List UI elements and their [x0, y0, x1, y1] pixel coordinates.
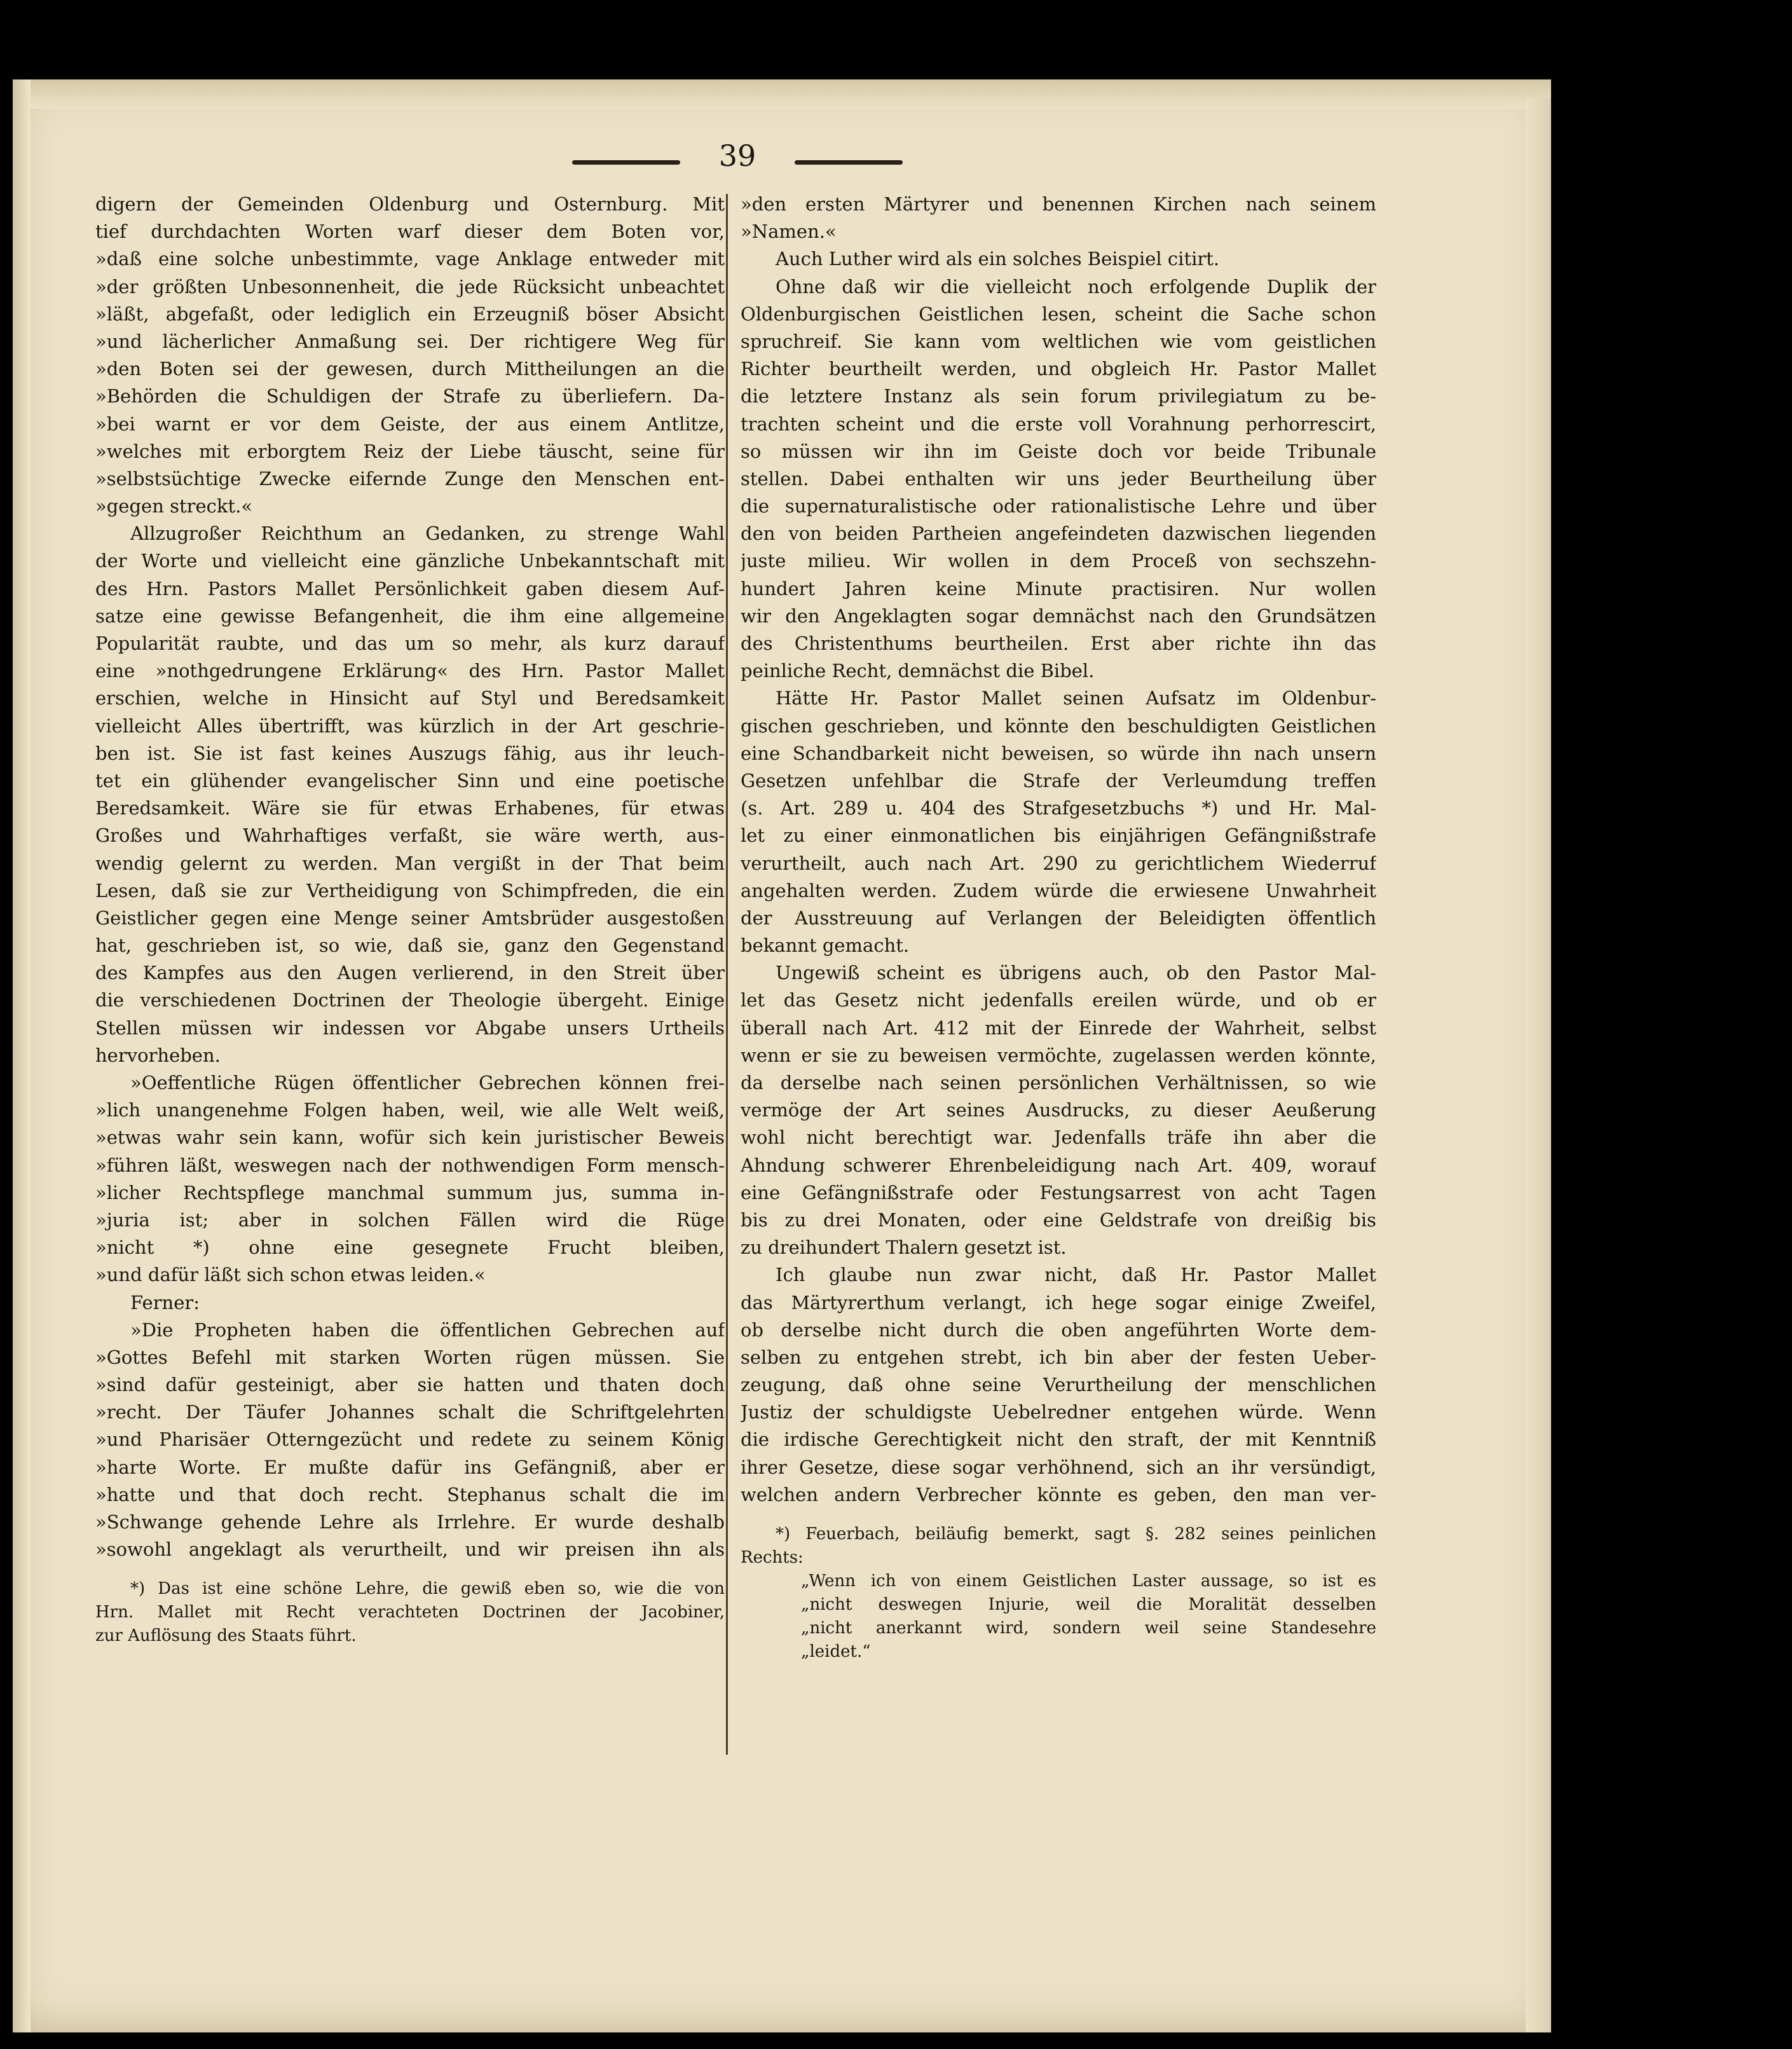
text-line: »Schwange gehende Lehre als Irrlehre. Er wurde deshalb	[95, 1511, 725, 1533]
text-line: »daß eine solche unbestimmte, vage Anklage entweder mit	[95, 248, 725, 270]
text-line: »juria ist; aber in solchen Fällen wird die Rüge	[95, 1209, 725, 1231]
footnote-line: „nicht deswegen Injurie, weil die Moralität desselben	[801, 1595, 1376, 1614]
text-line: Beredsamkeit. Wäre sie für etwas Erhabenes, für etwas	[95, 797, 725, 819]
text-line: eine Gefängnißstrafe oder Festungsarrest von acht Tagen	[741, 1181, 1376, 1203]
text-line: welchen andern Verbrecher könnte es geben, den man ver-	[741, 1483, 1376, 1505]
text-line: »gegen streckt.«	[95, 495, 253, 517]
text-line: »Gottes Befehl mit starken Worten rügen müssen. Sie	[95, 1346, 725, 1368]
text-line: angehalten werden. Zudem würde die erwiesene Unwahrheit	[741, 879, 1376, 901]
text-line: Richter beurtheilt werden, und obgleich Hr. Pastor Mallet	[741, 358, 1376, 380]
text-line: »etwas wahr sein kann, wofür sich kein juristischer Beweis	[95, 1127, 725, 1149]
text-line: Ungewiß scheint es übrigens auch, ob den Pastor Mal-	[776, 962, 1376, 984]
text-line: trachten scheint und die erste voll Vorahnung perhorrescirt,	[741, 413, 1376, 435]
text-line: peinliche Recht, demnächst die Bibel.	[741, 660, 1095, 682]
text-line: Stellen müssen wir indessen vor Abgabe unsers Urtheils	[95, 1017, 725, 1039]
text-line: »und dafür läßt sich schon etwas leiden.«	[95, 1264, 486, 1286]
text-line: »selbstsüchtige Zwecke eifernde Zunge den Menschen ent-	[95, 467, 725, 490]
text-line: Ferner:	[130, 1291, 200, 1313]
text-line: die irdische Gerechtigkeit nicht den straft, der mit Kenntniß	[741, 1429, 1376, 1451]
text-line: Oldenburgischen Geistlichen lesen, scheint die Sache schon	[741, 303, 1376, 325]
page-side-edge	[1526, 99, 1551, 2032]
footnote	[741, 1523, 1376, 1664]
text-line: »führen läßt, weswegen nach der nothwendigen Form mensch-	[95, 1154, 725, 1176]
footnote-line: „leidet.“	[801, 1642, 871, 1661]
text-line: Hätte Hr. Pastor Mallet seinen Aufsatz im Oldenbur-	[776, 687, 1376, 709]
text-line: hat, geschrieben ist, so wie, daß sie, ganz den Gegenstand	[95, 935, 725, 957]
text-line: Popularität raubte, und das um so mehr, als kurz darauf	[95, 633, 725, 654]
footnote-line: „nicht anerkannt wird, sondern weil seine Standesehre	[801, 1619, 1376, 1638]
text-line: »recht. Der Täufer Johannes schalt die Schriftgelehrten	[95, 1401, 725, 1423]
page-top-edge	[31, 79, 1551, 109]
text-line: überall nach Art. 412 mit der Einrede der Wahrheit, selbst	[741, 1017, 1376, 1039]
text-line: Gesetzen unfehlbar die Strafe der Verleumdung treffen	[741, 769, 1376, 792]
text-line: der Worte und vielleicht eine gänzliche Unbekanntschaft mit	[95, 550, 725, 572]
text-line: so müssen wir ihn im Geiste doch vor beide Tribunale	[741, 440, 1376, 462]
text-line: gischen geschrieben, und könnte den beschuldigten Geistlichen	[741, 715, 1376, 737]
text-line: eine »nothgedrungene Erklärung« des Hrn. Pastor Mallet	[95, 660, 725, 682]
left-column	[95, 191, 725, 1648]
text-line: »und lächerlicher Anmaßung sei. Der richtigere Weg für	[95, 330, 725, 352]
text-line: »lich unangenehme Folgen haben, weil, wie alle Welt weiß,	[95, 1099, 725, 1121]
text-line: wir den Angeklagten sogar demnächst nach den Grundsätzen	[741, 605, 1376, 627]
text-line: den von beiden Partheien angefeindeten dazwischen liegenden	[741, 523, 1376, 545]
right-column	[741, 191, 1376, 1664]
text-line: »nicht *) ohne eine gesegnete Frucht bleiben,	[95, 1237, 725, 1259]
page-spine-shadow	[13, 79, 31, 2032]
text-line: »den ersten Märtyrer und benennen Kirchen nach seinem	[741, 193, 1376, 215]
text-line: »sind dafür gesteinigt, aber sie hatten und thaten doch	[95, 1374, 725, 1396]
text-line: ben ist. Sie ist fast keines Auszugs fähig, aus ihr leuch-	[95, 742, 725, 764]
text-line: die letztere Instanz als sein forum privilegiatum zu be-	[741, 385, 1376, 408]
text-line: des Christenthums beurtheilen. Erst aber richte ihn das	[741, 633, 1376, 654]
text-line: »welches mit erborgtem Reiz der Liebe täuscht, seine für	[95, 440, 725, 462]
page-header	[572, 139, 903, 183]
text-line: Ich glaube nun zwar nicht, daß Hr. Pastor Mallet	[776, 1264, 1376, 1286]
text-line: let zu einer einmonatlichen bis einjährigen Gefängnißstrafe	[741, 825, 1376, 847]
text-line: bis zu drei Monaten, oder eine Geldstrafe von dreißig bis	[741, 1209, 1376, 1231]
text-line: wohl nicht berechtigt war. Jedenfalls träfe ihn aber die	[741, 1127, 1376, 1149]
text-line: Ohne daß wir die vielleicht noch erfolgende Duplik der	[776, 275, 1376, 298]
footnote-line: Rechts:	[741, 1548, 804, 1567]
text-line: erschien, welche in Hinsicht auf Styl und Beredsamkeit	[95, 687, 725, 709]
header-rule-right	[795, 160, 903, 165]
text-line: »den Boten sei der gewesen, durch Mittheilungen an die	[95, 358, 725, 380]
text-line: spruchreif. Sie kann vom weltlichen wie vom geistlichen	[741, 330, 1376, 352]
text-line: verurtheilt, auch nach Art. 290 zu gerichtlichem Wiederruf	[741, 852, 1376, 874]
text-line: »hatte und that doch recht. Stephanus schalt die im	[95, 1483, 725, 1505]
text-line: selben zu entgehen strebt, ich bin aber der festen Ueber-	[741, 1346, 1376, 1368]
footnote-line: *) Das ist eine schöne Lehre, die gewiß eben so, wie die von	[130, 1579, 725, 1599]
text-line: Großes und Wahrhaftiges verfaßt, sie wäre werth, aus-	[95, 825, 725, 847]
text-line: Lesen, daß sie zur Vertheidigung von Schimpfreden, die ein	[95, 879, 725, 901]
text-line: »und Pharisäer Otterngezücht und redete zu seinem König	[95, 1429, 725, 1451]
text-line: Justiz der schuldigste Uebelredner entgehen würde. Wenn	[741, 1401, 1376, 1423]
text-line: stellen. Dabei enthalten wir uns jeder Beurtheilung über	[741, 467, 1376, 490]
footnote-line: *) Feuerbach, beiläufig bemerkt, sagt §. 282 seines peinlichen	[776, 1525, 1376, 1544]
text-line: eine Schandbarkeit nicht beweisen, so würde ihn nach unsern	[741, 742, 1376, 764]
text-line: die supernaturalistische oder rationalistische Lehre und über	[741, 495, 1376, 517]
text-line: tief durchdachten Worten warf dieser dem Boten vor,	[95, 221, 725, 243]
text-line: bekannt gemacht.	[741, 935, 910, 957]
text-line: »Oeffentliche Rügen öffentlicher Gebrechen können frei-	[130, 1072, 725, 1093]
page-number: 39	[718, 139, 756, 173]
text-line: Ahndung schwerer Ehrenbeleidigung nach Art. 409, worauf	[741, 1154, 1376, 1176]
text-line: let das Gesetz nicht jedenfalls ereilen würde, und ob er	[741, 989, 1376, 1011]
text-line: digern der Gemeinden Oldenburg und Osternburg. Mit	[95, 193, 725, 215]
text-line: Auch Luther wird als ein solches Beispiel citirt.	[776, 248, 1220, 270]
text-line: (s. Art. 289 u. 404 des Strafgesetzbuchs *) und Hr. Mal-	[741, 797, 1376, 819]
text-line: ob derselbe nicht durch die oben angeführten Worte dem-	[741, 1319, 1376, 1341]
text-line: da derselbe nach seinen persönlichen Verhältnissen, so wie	[741, 1072, 1376, 1093]
footnote-line: zur Auflösung des Staats führt.	[95, 1626, 357, 1646]
text-line: des Hrn. Pastors Mallet Persönlichkeit gaben diesem Auf-	[95, 577, 725, 600]
text-line: »Behörden die Schuldigen der Strafe zu überliefern. Da-	[95, 385, 725, 408]
text-line: juste milieu. Wir wollen in dem Proceß von sechszehn-	[741, 550, 1376, 572]
text-line: »der größten Unbesonnenheit, die jede Rücksicht unbeachtet	[95, 275, 725, 298]
text-line: »harte Worte. Er mußte dafür ins Gefängniß, aber er	[95, 1456, 725, 1478]
footnote	[95, 1577, 725, 1648]
text-line: vielleicht Alles übertrifft, was kürzlich in der Art geschrie-	[95, 715, 725, 737]
text-line: Allzugroßer Reichthum an Gedanken, zu strenge Wahl	[130, 523, 725, 545]
text-line: zu dreihundert Thalern gesetzt ist.	[741, 1237, 1067, 1259]
text-line: die verschiedenen Doctrinen der Theologie übergeht. Einige	[95, 989, 725, 1011]
text-line: zeugung, daß ohne seine Verurtheilung der menschlichen	[741, 1374, 1376, 1396]
text-line: Geistlicher gegen eine Menge seiner Amtsbrüder ausgestoßen	[95, 907, 725, 929]
text-line: »bei warnt er vor dem Geiste, der aus einem Antlitze,	[95, 413, 725, 435]
text-line: ihrer Gesetze, diese sogar verhöhnend, sich an ihr versündigt,	[741, 1456, 1376, 1478]
text-line: hervorheben.	[95, 1044, 221, 1066]
text-line: tet ein glühender evangelischer Sinn und eine poetische	[95, 769, 725, 792]
text-line: »licher Rechtspflege manchmal summum jus, summa in-	[95, 1181, 725, 1203]
text-line: vermöge der Art seines Ausdrucks, zu dieser Aeußerung	[741, 1099, 1376, 1121]
text-line: »Namen.«	[741, 221, 837, 243]
text-line: »läßt, abgefaßt, oder lediglich ein Erzeugniß böser Absicht	[95, 303, 725, 325]
text-line: »Die Propheten haben die öffentlichen Gebrechen auf	[130, 1319, 725, 1341]
text-line: satze eine gewisse Befangenheit, die ihm eine allgemeine	[95, 605, 725, 627]
text-line: wenn er sie zu beweisen vermöchte, zugelassen werden könnte,	[741, 1044, 1376, 1066]
footnote-line: Hrn. Mallet mit Recht verachteten Doctrinen der Jacobiner,	[95, 1603, 725, 1622]
column-divider	[726, 194, 728, 1755]
text-line: des Kampfes aus den Augen verlierend, in den Streit über	[95, 962, 725, 984]
text-line: der Ausstreuung auf Verlangen der Beleidigten öffentlich	[741, 907, 1376, 929]
footnote-line: „Wenn ich von einem Geistlichen Laster aussage, so ist es	[801, 1572, 1376, 1591]
text-line: das Märtyrerthum verlangt, ich hege sogar einige Zweifel,	[741, 1291, 1376, 1313]
text-line: wendig gelernt zu werden. Man vergißt in der That beim	[95, 852, 725, 874]
text-line: »sowohl angeklagt als verurtheilt, und wir preisen ihn als	[95, 1538, 725, 1561]
text-line: hundert Jahren keine Minute practisiren. Nur wollen	[741, 577, 1376, 600]
